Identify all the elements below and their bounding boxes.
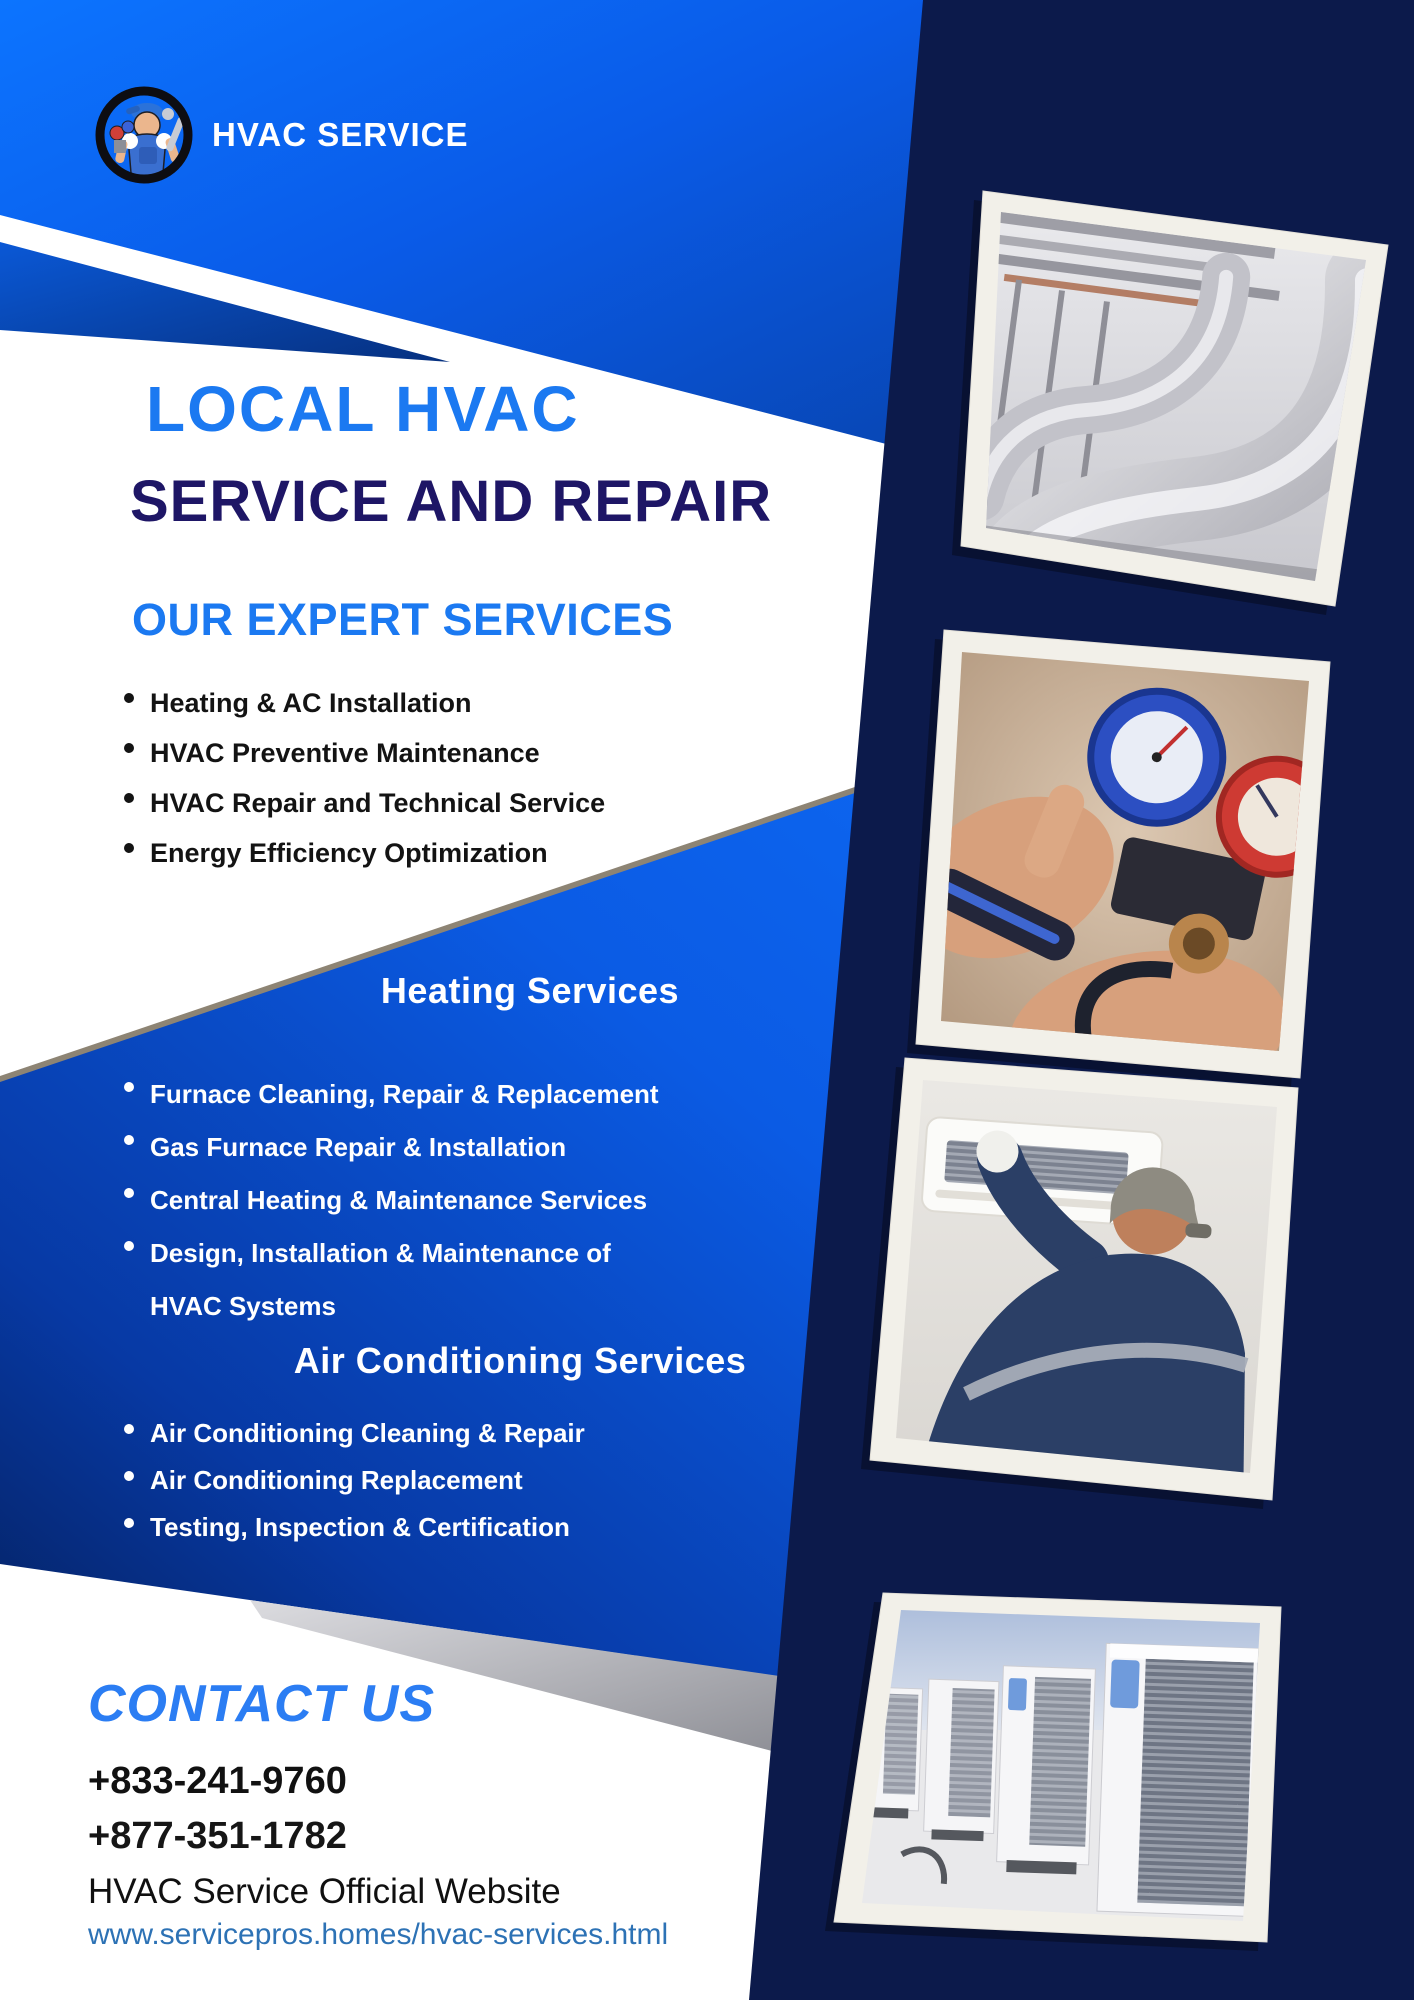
ac-services-heading: Air Conditioning Services [293,1340,747,1381]
list-item: Testing, Inspection & Certification [118,1504,698,1551]
list-item: Air Conditioning Replacement [118,1457,698,1504]
list-item: Air Conditioning Cleaning & Repair [118,1410,698,1457]
expert-services-heading: OUR EXPERT SERVICES [132,594,674,645]
website-url-link[interactable]: www.servicepros.homes/hvac-services.html [88,1918,669,1951]
hero-title-line1: LOCAL HVAC [146,373,580,445]
brand-logo [100,91,188,179]
list-item: HVAC Preventive Maintenance [118,728,718,778]
list-item: Gas Furnace Repair & Installation [118,1121,678,1174]
list-item: Central Heating & Maintenance Services [118,1174,678,1227]
list-item: Energy Efficiency Optimization [118,828,718,878]
ac-installation-technician-photo [861,1058,1298,1509]
list-item: Furnace Cleaning, Repair & Replacement [118,1068,678,1121]
expert-services-list [118,678,718,878]
phone-secondary: +877-351-1782 [88,1815,347,1857]
list-item: Heating & AC Installation [118,678,718,728]
brand-name: HVAC SERVICE [212,116,469,153]
ac-services-list [118,1410,698,1551]
phone-primary: +833-241-9760 [88,1760,347,1802]
list-item: HVAC Repair and Technical Service [118,778,718,828]
hero-title-line2: SERVICE AND REPAIR [130,469,773,534]
heating-services-heading: Heating Services [380,970,680,1011]
heating-services-list [118,1068,678,1333]
contact-heading: CONTACT US [88,1675,436,1733]
list-item: Design, Installation & Maintenance of HVAC Systems [118,1227,678,1333]
rooftop-condenser-units-photo [825,1593,1281,1951]
website-label: HVAC Service Official Website [88,1872,561,1911]
